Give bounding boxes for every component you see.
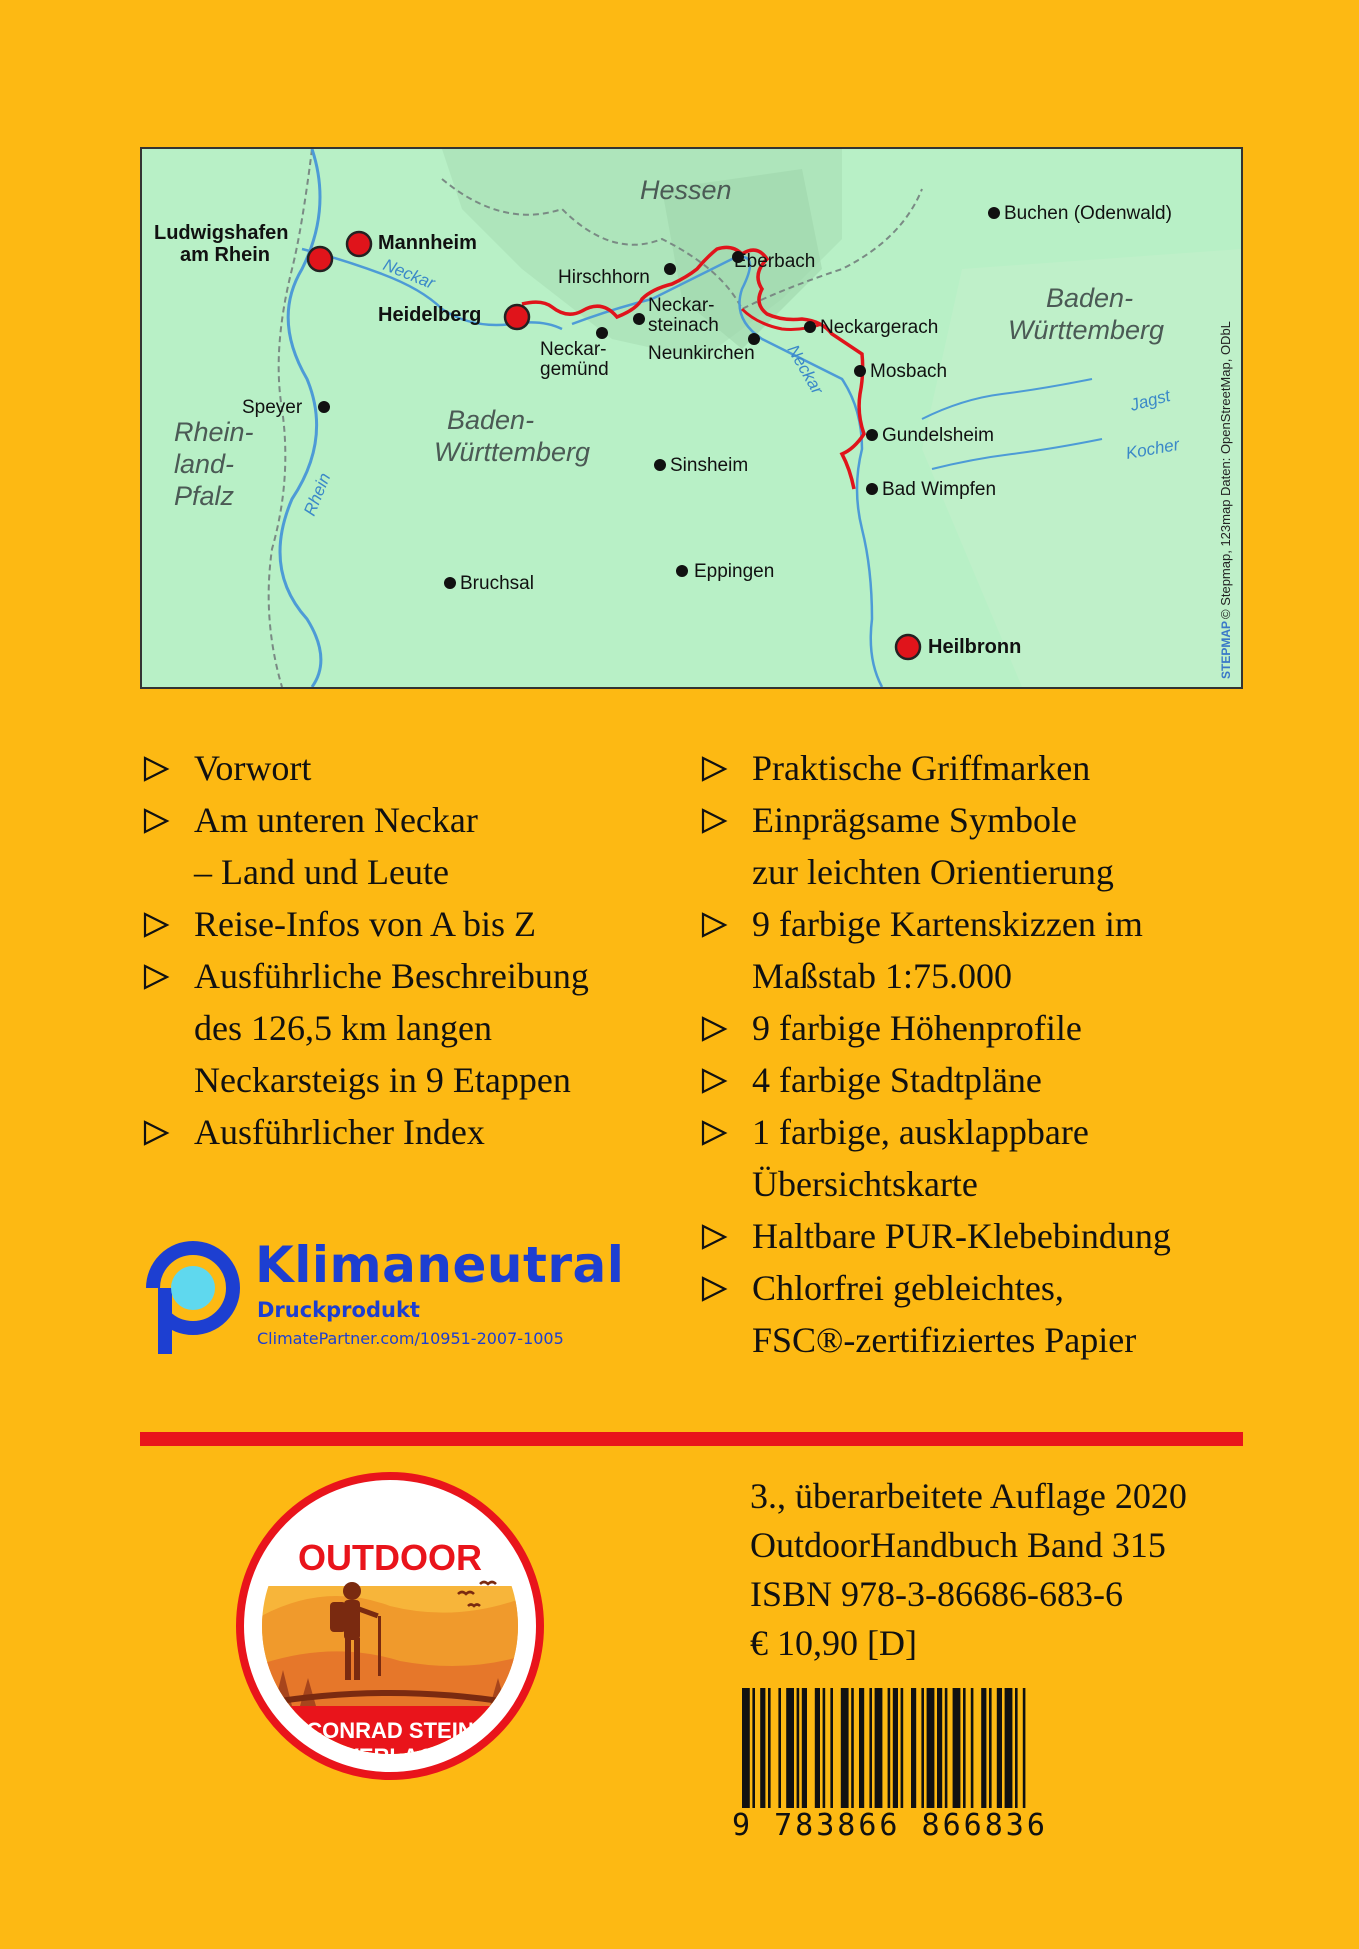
feature-line: Übersichtskarte: [752, 1164, 978, 1204]
feature-line: Ausführliche Beschreibung: [194, 956, 589, 996]
dot-buchen: [988, 207, 1000, 219]
barcode-bar: [815, 1688, 820, 1808]
barcode-bar: [989, 1688, 992, 1808]
isbn-line: ISBN 978-3-86686-683-6: [750, 1574, 1123, 1614]
feature-line: 4 farbige Stadtpläne: [752, 1060, 1042, 1100]
triangle-bullet-icon: [700, 1120, 728, 1146]
feature-line: – Land und Leute: [194, 852, 449, 892]
price-line: € 10,90 [D]: [750, 1623, 917, 1663]
feature-line: Am unteren Neckar: [194, 800, 478, 840]
feature-item: [142, 742, 682, 794]
feature-line: Ausführlicher Index: [194, 1112, 485, 1152]
feature-item: [700, 898, 1260, 1002]
feature-line: 1 farbige, ausklappbare: [752, 1112, 1089, 1152]
barcode-bar: [802, 1688, 807, 1808]
barcode-bar: [859, 1688, 864, 1808]
barcode-bar: [1015, 1688, 1018, 1808]
region-rlp-1: Rhein-: [174, 417, 254, 447]
town-neckargemuend-2: gemünd: [540, 359, 609, 380]
town-neckargerach: Neckargerach: [820, 317, 939, 338]
barcode-bar: [1005, 1688, 1013, 1808]
triangle-bullet-icon: [142, 1120, 170, 1146]
dot-neckargerach: [804, 321, 816, 333]
city-ludwigshafen-1: Ludwigshafen: [154, 222, 289, 244]
feature-line: 9 farbige Kartenskizzen im: [752, 904, 1143, 944]
city-heilbronn: Heilbronn: [928, 636, 1022, 658]
barcode-bar: [927, 1688, 935, 1808]
region-hessen: Hessen: [640, 175, 732, 205]
barcode-bar: [893, 1688, 898, 1808]
klima-url: ClimatePartner.com/10951-2007-1005: [257, 1329, 564, 1348]
town-eberbach: Eberbach: [734, 251, 816, 272]
dot-sinsheim: [654, 459, 666, 471]
town-neckarsteinach-2: steinach: [648, 315, 719, 336]
city-ludwigshafen-2: am Rhein: [180, 244, 271, 266]
barcode-bar: [997, 1688, 1002, 1808]
barcode-bar: [786, 1688, 794, 1808]
badge-bottom-text-1: CONRAD STEIN: [306, 1718, 474, 1743]
klima-subtitle: Druckprodukt: [257, 1298, 420, 1322]
barcode-bar: [797, 1688, 800, 1808]
triangle-bullet-icon: [700, 808, 728, 834]
barcode-bar: [869, 1688, 872, 1808]
feature-line: Maßstab 1:75.000: [752, 956, 1012, 996]
river-label-rhein: Rhein: [300, 470, 335, 519]
river-label-neckar-west: Neckar: [380, 255, 438, 293]
triangle-bullet-icon: [700, 1276, 728, 1302]
badge-top-text: OUTDOOR: [298, 1537, 482, 1578]
triangle-bullet-icon: [700, 1068, 728, 1094]
barcode-bar: [921, 1688, 924, 1808]
river-label-jagst: Jagst: [1128, 385, 1173, 415]
feature-line: Vorwort: [194, 748, 312, 788]
klimaneutral-logo: [138, 1236, 678, 1356]
town-bad-wimpfen: Bad Wimpfen: [882, 479, 997, 500]
map-canvas: [142, 149, 1241, 687]
dot-eppingen: [676, 565, 688, 577]
marker-mannheim: [347, 232, 371, 256]
badge-bottom-text-2: VERLAG: [344, 1744, 436, 1769]
feature-line: zur leichten Orientierung: [752, 852, 1114, 892]
feature-line: Neckarsteigs in 9 Etappen: [194, 1060, 571, 1100]
barcode-digits: 9 783866 866836: [732, 1808, 1048, 1843]
feature-line: 9 farbige Höhenprofile: [752, 1008, 1082, 1048]
isbn-barcode: [738, 1688, 1118, 1808]
city-heidelberg: Heidelberg: [378, 304, 482, 326]
triangle-bullet-icon: [700, 912, 728, 938]
barcode-bar: [911, 1688, 916, 1808]
barcode-bar: [841, 1688, 849, 1808]
barcode-bar: [768, 1688, 771, 1808]
region-rlp-2: land-: [174, 449, 235, 479]
feature-item: [142, 950, 682, 1106]
feature-line: Einprägsame Symbole: [752, 800, 1077, 840]
triangle-bullet-icon: [700, 756, 728, 782]
barcode-bar: [778, 1688, 781, 1808]
town-bruchsal: Bruchsal: [460, 573, 534, 594]
marker-heilbronn: [896, 635, 920, 659]
town-neckarsteinach-1: Neckar-: [648, 295, 715, 316]
dot-speyer: [318, 401, 330, 413]
triangle-bullet-icon: [700, 1224, 728, 1250]
feature-item: [700, 1262, 1260, 1366]
climate-partner-icon: [138, 1236, 248, 1356]
feature-item: [700, 742, 1260, 794]
feature-item: [142, 898, 682, 950]
region-bw-east-1: Baden-: [1046, 283, 1134, 313]
region-rlp-3: Pfalz: [174, 481, 235, 511]
barcode-bar: [953, 1688, 961, 1808]
feature-list-right: [700, 742, 1260, 1366]
klima-title: Klimaneutral: [255, 1236, 625, 1294]
barcode-bar: [760, 1688, 765, 1808]
feature-item: [700, 794, 1260, 898]
dot-hirschhorn: [664, 263, 676, 275]
town-eppingen: Eppingen: [694, 561, 775, 582]
feature-line: Haltbare PUR-Klebebindung: [752, 1216, 1171, 1256]
dot-mosbach: [854, 365, 866, 377]
barcode-bar: [937, 1688, 942, 1808]
triangle-bullet-icon: [142, 756, 170, 782]
barcode-bar: [981, 1688, 986, 1808]
triangle-bullet-icon: [700, 1016, 728, 1042]
overview-map: [140, 147, 1243, 689]
region-bw-east-2: Württemberg: [1008, 315, 1165, 345]
feature-item: [700, 1106, 1260, 1210]
town-hirschhorn: Hirschhorn: [558, 267, 650, 288]
region-baden-1: Baden-: [447, 405, 535, 435]
barcode-bar: [963, 1688, 966, 1808]
feature-line: Praktische Griffmarken: [752, 748, 1091, 788]
feature-line: des 126,5 km langen: [194, 1008, 492, 1048]
barcode-bar: [1023, 1688, 1026, 1808]
barcode-bar: [901, 1688, 904, 1808]
feature-line: Chlorfrei gebleichtes,: [752, 1268, 1064, 1308]
dot-neckarsteinach: [633, 313, 645, 325]
town-mosbach: Mosbach: [870, 361, 948, 382]
feature-list-left: [142, 742, 682, 1158]
dot-bruchsal: [444, 577, 456, 589]
feature-item: [142, 1106, 682, 1158]
town-neckargemuend-1: Neckar-: [540, 339, 607, 360]
marker-ludwigshafen: [308, 247, 332, 271]
marker-heidelberg: [505, 305, 529, 329]
dot-bad-wimpfen: [866, 483, 878, 495]
barcode-bar: [851, 1688, 854, 1808]
barcode-bar: [971, 1688, 974, 1808]
town-neunkirchen: Neunkirchen: [648, 343, 755, 364]
feature-line: Reise-Infos von A bis Z: [194, 904, 536, 944]
edition-line: 3., überarbeitete Auflage 2020: [750, 1476, 1187, 1516]
publication-info: [750, 1472, 1187, 1668]
feature-item: [142, 794, 682, 898]
badge-graphic: [230, 1466, 550, 1786]
town-gundelsheim: Gundelsheim: [882, 425, 994, 446]
region-baden-2: Württemberg: [434, 437, 591, 467]
divider-bar: [140, 1432, 1243, 1446]
barcode-bar: [875, 1688, 883, 1808]
town-buchen: Buchen (Odenwald): [1004, 203, 1172, 224]
outdoor-badge: [230, 1466, 550, 1791]
barcode-bar: [742, 1688, 750, 1808]
series-line: OutdoorHandbuch Band 315: [750, 1525, 1166, 1565]
river-label-kocher: Kocher: [1124, 434, 1181, 463]
triangle-bullet-icon: [142, 912, 170, 938]
river-label-neckar-east: Neckar: [783, 341, 827, 398]
dot-gundelsheim: [866, 429, 878, 441]
barcode-bar: [823, 1688, 826, 1808]
feature-item: [700, 1054, 1260, 1106]
triangle-bullet-icon: [142, 964, 170, 990]
town-sinsheim: Sinsheim: [670, 455, 749, 476]
barcode-bar: [752, 1688, 755, 1808]
stepmap-logo: STEPMAP: [1219, 620, 1233, 679]
feature-line: FSC®-zertifiziertes Papier: [752, 1320, 1137, 1360]
barcode-bar: [888, 1688, 891, 1808]
barcode-bar: [830, 1688, 833, 1808]
barcode-bar: [945, 1688, 948, 1808]
town-speyer: Speyer: [242, 397, 303, 418]
feature-item: [700, 1210, 1260, 1262]
feature-item: [700, 1002, 1260, 1054]
triangle-bullet-icon: [142, 808, 170, 834]
dot-neckargemuend: [596, 327, 608, 339]
map-credit: © Stepmap, 123map Daten: OpenStreetMap, ODbL: [1218, 321, 1233, 619]
city-mannheim: Mannheim: [378, 232, 477, 254]
